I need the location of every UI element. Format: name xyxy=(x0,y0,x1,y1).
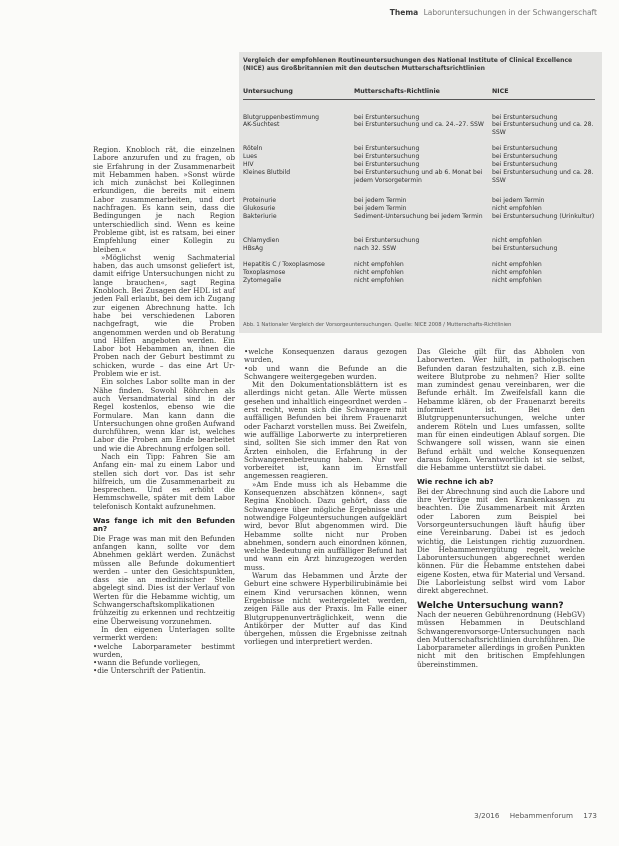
running-header xyxy=(390,8,597,17)
paragraph: Bei der Abrechnung sind auch die Labore und ihre Verträge mit den Krankenkassen zu beachten. Die Zusammenarbeit mit Ärzten oder Laboren zum Beispiel bei Vorsorgeuntersuchungen läuft häufig über eine Vereinbarung. Dabei ist es jedoch wichtig, die Leistungen richtig zuzuordnen. Die Hebammenvergütung regelt, welche Laboruntersuchungen abgerechnet werden können. Für die Hebamme entstehen dabei eigene Kosten, etwa für Material und Versand. Die Laborleistung selbst wird vom Labor direkt abgerechnet. xyxy=(417,486,586,596)
comparison-table xyxy=(239,52,602,333)
page-number: 173 xyxy=(583,811,597,820)
column-header-test: Untersuchung xyxy=(243,88,293,95)
paragraph: In den eigenen Unterlagen sollte vermerkt werden: xyxy=(93,624,235,643)
journal-name: Hebammenforum xyxy=(509,811,573,820)
cell-nice: bei Erstuntersuchung und ca. 28. SSW xyxy=(492,121,594,136)
section-label: Thema xyxy=(389,8,419,17)
cell-test: HIV xyxy=(243,161,254,168)
cell-nice: nicht empfohlen xyxy=(492,205,542,212)
subheading: Welche Untersuchung wann? xyxy=(417,600,564,611)
bullet-list xyxy=(93,643,235,676)
cell-mutterschaft: Sediment-Untersuchung bei jedem Termin xyxy=(354,213,483,220)
subheading: Was fange ich mit den Befunden an? xyxy=(93,516,235,534)
paragraph: Warum das Hebammen und Ärzte der Geburt eine schwere Hyperbilirubinämie bei einem Kind verursachen können, wenn Ergebnisse nicht weitergeleitet werden, zeigen Fälle aus der Praxis. Im Falle einer Blutgruppenunverträglichkeit, wenn die Antikörper der Mutter auf das Kind übergehen, müssen die Ergebnisse zeitnah vorliegen und interpretiert werden. xyxy=(244,571,407,647)
column-left xyxy=(93,146,235,676)
cell-mutterschaft: nicht empfohlen xyxy=(354,261,404,268)
cell-test: Bakteriurie xyxy=(243,213,277,220)
column-right xyxy=(417,348,585,669)
cell-mutterschaft: nicht empfohlen xyxy=(354,269,404,276)
bullet-list xyxy=(244,348,407,381)
list-item: • ob und wann die Befunde an die Schwangere weitergegeben wurden. xyxy=(244,365,407,382)
cell-mutterschaft: bei Erstuntersuchung xyxy=(354,114,420,121)
cell-nice: nicht empfohlen xyxy=(492,261,542,268)
cell-test: Röteln xyxy=(243,145,263,152)
paragraph: Nach ein Tipp: Fahren Sie am Anfang ein- mal zu einem Labor und stellen sich dort vor. Das ist sehr hilfreich, um die Zusammenarbeit zu besprechen. Und es erhöht die Hemmschwelle, später mit dem Labor telefonisch Kontakt aufzunehmen. xyxy=(93,451,235,511)
paragraph: Das Gleiche gilt für das Abholen von Laborwerten. Wer hilft, in pathologischen Befunden daran festzuhalten, sich z.B. eine weitere Blutprobe zu nehmen? Hier sollte man zumindest genau vereinbaren, wer die Befunde erhält. Im Zweifelsfall kann die Hebamme klären, ob der Frauenarzt bereits informiert ist. Bei den Blutgruppenuntersuchungen, welche unter anderem Röteln und Lues umfassen, sollte man für einen eindeutigen Ablauf sorgen. Die Schwangere soll wissen, wann sie einen Befund erhält und welche Konsequenzen daraus folgen. Verantwortlich ist sie selbst, die Hebamme unterstützt sie dabei. xyxy=(417,347,585,473)
cell-mutterschaft: bei jedem Termin xyxy=(354,205,407,212)
cell-test: HBsAg xyxy=(243,245,263,252)
list-item: • welche Laborparameter bestimmt wurden, xyxy=(93,643,235,660)
cell-test: Toxoplasmose xyxy=(243,269,286,276)
paragraph: Region. Knobloch rät, die einzelnen Labore anzurufen und zu fragen, ob sie Erfahrung in der Zusammenarbeit mit Hebammen haben. »Sonst würde ich mich zunächst bei Kolleginnen erkundigen, die bereits mit einem Labor zusammenarbeiten, und dort nachfragen. Es kann sein, dass die Bedingungen je nach Region unterschiedlich sind. Wenn es keine Probleme gibt, ist es ratsam, bei einer Empfehlung einer Kollegin zu bleiben.« xyxy=(93,145,235,254)
page-footer xyxy=(466,811,597,820)
paragraph: Nach der neueren Gebührenordnung (HebGV) müssen Hebammen in Deutschland Schwangerenvorsorge-Untersuchungen nach den Mutterschaftsrichtlinien durchführen. Die Laborparameter allerdings in großen Punkten nicht mit den britischen Empfehlungen übereinstimmen. xyxy=(417,609,585,669)
cell-test: AK-Suchtest xyxy=(243,121,280,128)
cell-test: Zytomegalie xyxy=(243,277,282,284)
cell-mutterschaft: bei Erstuntersuchung xyxy=(354,237,420,244)
list-item: • die Unterschrift der Patientin. xyxy=(93,667,235,675)
cell-mutterschaft: bei Erstuntersuchung xyxy=(354,145,420,152)
cell-nice: bei Erstuntersuchung xyxy=(492,161,558,168)
subheading: Wie rechne ich ab? xyxy=(417,477,494,487)
column-header-nice: NICE xyxy=(492,88,509,95)
cell-mutterschaft: bei Erstuntersuchung und ab 6. Monat bei jedem Vorsorgetermin xyxy=(354,169,483,184)
cell-mutterschaft: bei Erstuntersuchung xyxy=(354,153,420,160)
cell-nice: bei jedem Termin xyxy=(492,197,545,204)
paragraph: »Möglichst wenig Sachmaterial haben, das auch umsonst geliefert ist, damit eifrige Untersuchungen nicht zu lange brauchen«, sagt Regina Knobloch. Bei Zusagen der HDL ist auf jeden Fall erlaubt, bei dem ich Zugang zur eigenen Abrechnung hatte. Ich habe bei verschiedenen Laboren nachgefragt, wie die Proben angenommen werden und ob Beratung und Hilfen angeboten werden. Ein Labor bot Hebammen an, ihnen die Proben nach der Geburt bestimmt zu schicken, wurde – das eine Art Ur-Problem wie er ist. xyxy=(93,252,235,379)
issue-number: 3/2016 xyxy=(474,811,500,820)
cell-nice: bei Erstuntersuchung und ca. 28. SSW xyxy=(492,169,594,184)
cell-nice: bei Erstuntersuchung xyxy=(492,245,558,252)
table-title: Vergleich der empfohlenen Routineuntersuchungen des National Institute of Clinical Excellence (NICE) aus Großbritannien mit den deutschen Mutterschaftsrichtlinien xyxy=(243,57,573,73)
table-header xyxy=(243,88,597,97)
cell-test: Proteinurie xyxy=(243,197,277,204)
paragraph: Mit den Dokumentationsblättern ist es allerdings nicht getan. Alle Werte müssen gesehen und inhaltlich eingeordnet werden – erst recht, wenn sich die Schwangere mit auffälligen Befunden bei ihrem Frauenarzt oder Facharzt vorstellen muss. Bei Zweifeln, wie auffällige Laborwerte zu interpretieren sind, sollten Sie sich immer den Rat von Ärzten einholen, die Erfahrung in der Schwangerenbetreuung haben. Nur wer vorbereitet ist, kann im Ernstfall angemessen reagieren. xyxy=(244,380,407,481)
cell-test: Kleines Blutbild xyxy=(243,169,291,176)
cell-nice: bei Erstuntersuchung xyxy=(492,145,558,152)
cell-test: Blutgruppenbestimmung xyxy=(243,114,320,121)
column-middle xyxy=(244,348,407,647)
cell-nice: bei Erstuntersuchung (Urinkultur) xyxy=(492,213,595,220)
cell-test: Glukosurie xyxy=(243,205,276,212)
paragraph: Ein solches Labor sollte man in der Nähe finden. Sowohl Röhrchen als auch Versandmaterial sind in der Regel kostenlos, ebenso wie die Formulare. Man kann dann die Untersuchungen ohne großen Aufwand durchführen, wenn klar ist, welches Labor die Proben am Ende bearbeitet und wie die Abrechnung erfolgen soll. xyxy=(93,377,235,453)
cell-mutterschaft: bei jedem Termin xyxy=(354,197,407,204)
paragraph: Die Frage was man mit den Befunden anfangen kann, sollte vor dem Abnehmen geklärt werden. Zunächst müssen alle Befunde dokumentiert werden – unter den Gesichtspunkten, dass sie an medizinischer Stelle abgelegt sind. Dies ist der Verlauf von Werten für die Hebamme wichtig, um Schwangerschaftskomplikationen frühzeitig zu erkennen und rechtzeitig eine Überweisung vorzunehmen. xyxy=(93,533,235,626)
cell-mutterschaft: bei Erstuntersuchung und ca. 24.–27. SSW xyxy=(354,121,484,128)
cell-mutterschaft: nicht empfohlen xyxy=(354,277,404,284)
cell-test: Hepatitis C / Toxoplasmose xyxy=(243,261,325,268)
section-subtitle: Laboruntersuchungen in der Schwangerschaft xyxy=(423,8,597,17)
cell-nice: nicht empfohlen xyxy=(492,269,542,276)
list-item: • wann die Befunde vorliegen, xyxy=(93,659,235,667)
paragraph: »Am Ende muss ich als Hebamme die Konsequenzen abschätzen können«, sagt Regina Knobloch. Dazu gehört, dass die Schwangere über mögliche Ergebnisse und notwendige Folgeuntersuchungen aufgeklärt wird, bevor Blut abgenommen wird. Die Hebamme sollte nicht nur Proben abnehmen, sondern auch einordnen können, welche Bedeutung ein auffälliger Befund hat und wann ein Arzt hinzugezogen werden muss. xyxy=(244,479,407,572)
cell-mutterschaft: bei Erstuntersuchung xyxy=(354,161,420,168)
cell-nice: nicht empfohlen xyxy=(492,277,542,284)
column-header-mutterschaft: Mutterschafts-Richtlinie xyxy=(354,88,440,95)
cell-nice: nicht empfohlen xyxy=(492,237,542,244)
table-caption: Abb. 1 Nationaler Vergleich der Vorsorgeuntersuchungen. Quelle: NICE 2008 / Mutterschafts-Richtlinien xyxy=(243,322,512,328)
cell-mutterschaft: nach 32. SSW xyxy=(354,245,397,252)
list-item: • welche Konsequenzen daraus gezogen wurden, xyxy=(244,348,407,365)
cell-nice: bei Erstuntersuchung xyxy=(492,114,558,121)
cell-nice: bei Erstuntersuchung xyxy=(492,153,558,160)
cell-test: Lues xyxy=(243,153,258,160)
cell-test: Chlamydien xyxy=(243,237,280,244)
header-rule xyxy=(243,99,595,100)
